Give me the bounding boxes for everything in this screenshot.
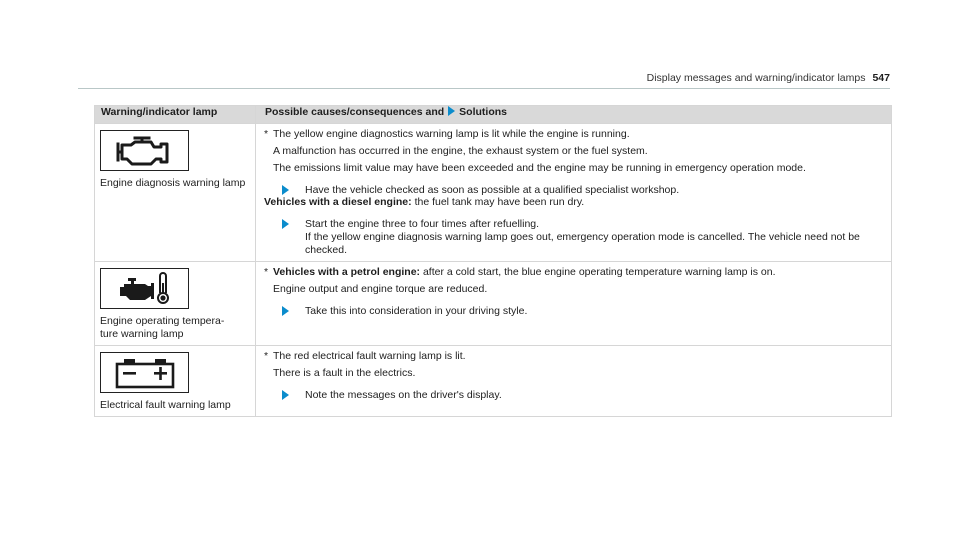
step-text: Have the vehicle checked as soon as possible at a qualified specialist workshop. bbox=[305, 184, 680, 196]
diesel-note bbox=[264, 196, 883, 209]
cause-text: * Vehicles with a petrol engine: after a cold start, the blue engine operating temperature warning lamp is on. bbox=[264, 266, 776, 278]
table-header-row bbox=[95, 106, 892, 124]
step-text: If the yellow engine diagnosis warning lamp goes out, emergency operation mode is cancelled. The vehicle need not be checked. bbox=[305, 231, 860, 256]
lamp-label: Electrical fault warning lamp bbox=[100, 399, 231, 411]
solution-step bbox=[264, 389, 883, 402]
step-arrow-icon bbox=[282, 185, 296, 195]
warning-lamp-table bbox=[94, 105, 892, 417]
lamp-label: Engine operating tempera- ture warning lamp bbox=[100, 315, 225, 340]
col-header-lamp: Warning/indicator lamp bbox=[95, 106, 256, 124]
step-text: Take this into consideration in your driving style. bbox=[305, 305, 528, 317]
step-text: Start the engine three to four times after refuelling. bbox=[305, 218, 540, 230]
engine-diagnosis-icon bbox=[100, 130, 189, 171]
lamp-cell bbox=[95, 346, 256, 417]
solution-step bbox=[264, 218, 883, 257]
arrow-icon bbox=[448, 106, 455, 116]
step-arrow-icon bbox=[282, 390, 296, 400]
page-number: 547 bbox=[872, 72, 890, 84]
step-arrow-icon bbox=[282, 306, 296, 316]
col-header-causes bbox=[256, 106, 892, 124]
diesel-label: Vehicles with a diesel engine: bbox=[264, 196, 412, 208]
engine-temperature-icon bbox=[100, 268, 189, 309]
lamp-label: Engine diagnosis warning lamp bbox=[100, 177, 246, 189]
table-row bbox=[95, 262, 892, 346]
cause-text: * The yellow engine diagnostics warning lamp is lit while the engine is running. bbox=[264, 128, 630, 140]
cause-text: There is a fault in the electrics. bbox=[273, 367, 416, 379]
step-arrow-icon bbox=[282, 219, 296, 229]
table-row bbox=[95, 346, 892, 417]
header-rule bbox=[78, 88, 890, 89]
description-cell bbox=[256, 346, 892, 417]
step-text: Note the messages on the driver's display. bbox=[305, 389, 502, 401]
section-title: Display messages and warning/indicator lamps bbox=[646, 72, 866, 84]
col-header-causes-label: Possible causes/consequences and bbox=[265, 106, 445, 118]
diesel-text: the fuel tank may have been run dry. bbox=[414, 196, 585, 208]
battery-icon bbox=[100, 352, 189, 393]
lamp-cell bbox=[95, 262, 256, 346]
description-cell bbox=[256, 262, 892, 346]
cause-text: * The red electrical fault warning lamp is lit. bbox=[264, 350, 466, 362]
table-row bbox=[95, 124, 892, 262]
cause-text: A malfunction has occurred in the engine, the exhaust system or the fuel system. bbox=[273, 145, 648, 157]
page-header bbox=[512, 62, 890, 84]
lamp-cell bbox=[95, 124, 256, 262]
cause-text: The emissions limit value may have been exceeded and the engine may be running in emergency operation mode. bbox=[273, 162, 806, 174]
col-header-solutions-label: Solutions bbox=[459, 106, 508, 118]
description-cell bbox=[256, 124, 892, 262]
cause-text: Engine output and engine torque are reduced. bbox=[273, 283, 488, 295]
solution-step bbox=[264, 305, 883, 318]
